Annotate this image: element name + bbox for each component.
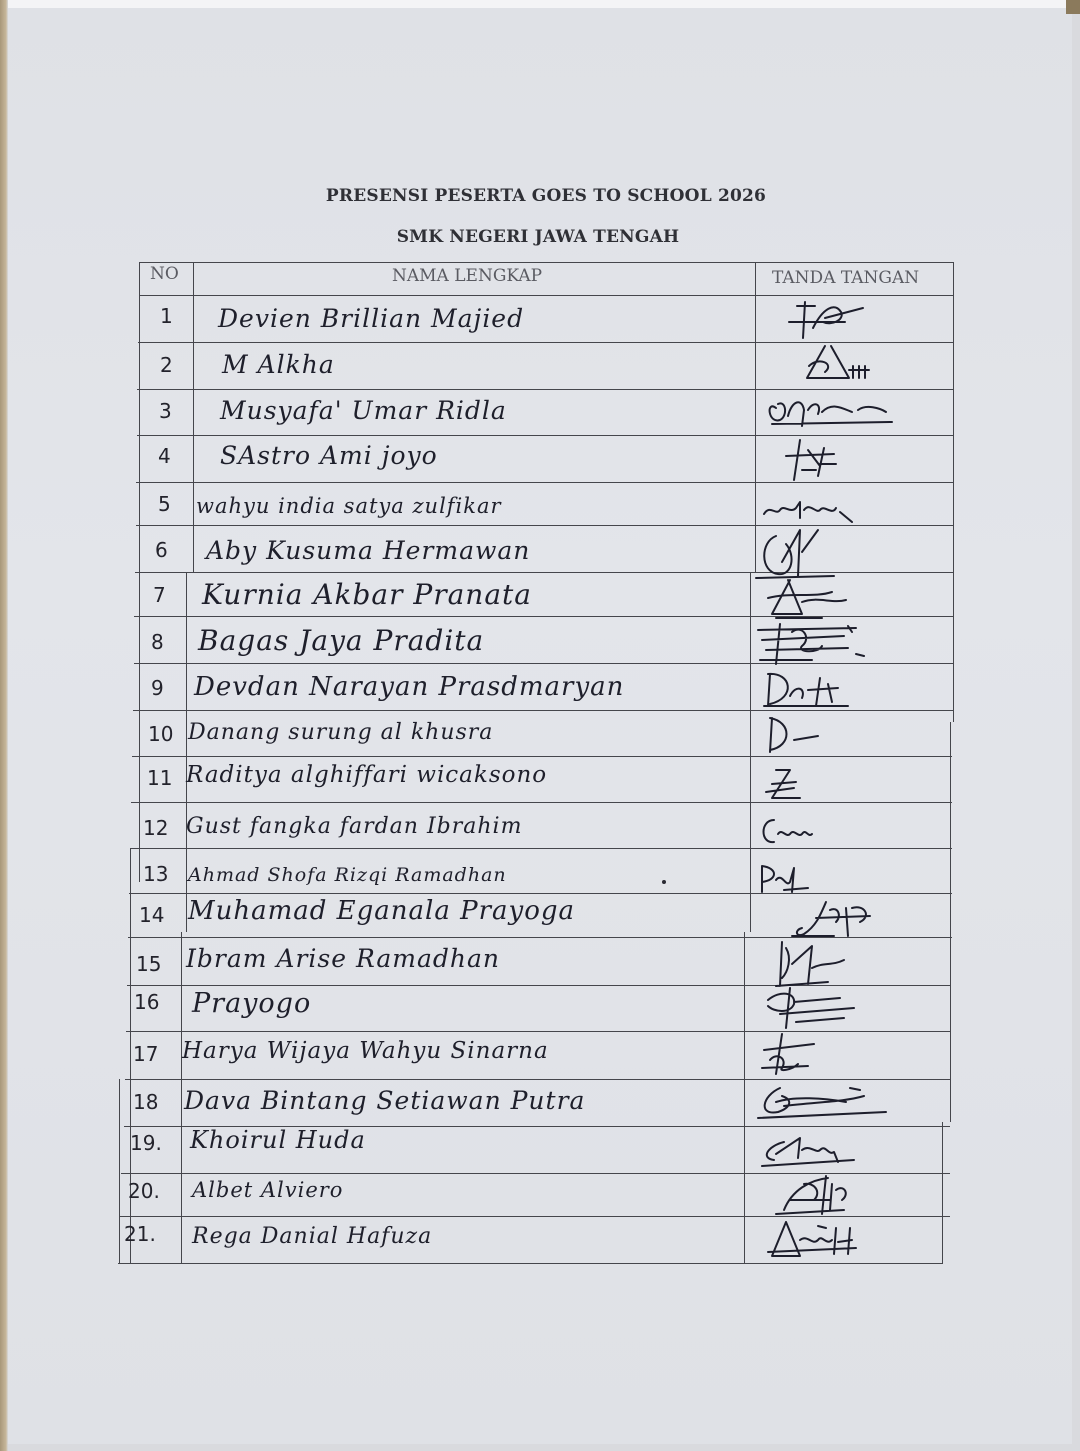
signature xyxy=(760,764,820,804)
participant-name: Raditya alghiffari wicaksono xyxy=(186,762,548,788)
row-number: 10 xyxy=(148,722,174,746)
signature xyxy=(754,1078,894,1128)
row-number: 6 xyxy=(155,538,168,562)
signature xyxy=(770,1170,860,1218)
table-rule xyxy=(750,572,751,932)
signature xyxy=(766,712,826,756)
participant-name: Ahmad Shofa Rizqi Ramadhan xyxy=(188,864,507,886)
row-number: 4 xyxy=(158,444,171,468)
table-rule xyxy=(132,756,952,757)
table-rule xyxy=(181,932,182,1263)
ink-dot xyxy=(662,880,666,884)
participant-name: SAstro Ami joyo xyxy=(220,441,438,470)
column-header-no: NO xyxy=(150,264,179,284)
table-rule xyxy=(186,572,187,932)
signature xyxy=(775,298,885,346)
signature xyxy=(754,1128,864,1172)
table-rule xyxy=(744,932,745,1263)
row-number: 3 xyxy=(159,399,172,423)
document-title: PRESENSI PESERTA GOES TO SCHOOL 2026 xyxy=(325,186,767,206)
signature xyxy=(795,340,885,386)
signature xyxy=(756,812,816,848)
signature xyxy=(790,896,880,944)
table-rule xyxy=(139,295,954,296)
row-number: 8 xyxy=(151,630,164,654)
row-number: 1 xyxy=(160,304,173,328)
row-number: 17 xyxy=(133,1042,159,1066)
participant-name: Bagas Jaya Pradita xyxy=(198,624,485,657)
participant-name: Prayogo xyxy=(192,988,312,1019)
participant-name: Rega Danial Hafuza xyxy=(192,1224,433,1249)
table-rule xyxy=(129,893,952,894)
participant-name: Ibram Arise Ramadhan xyxy=(186,944,500,973)
column-header-signature: TANDA TANGAN xyxy=(772,268,920,288)
row-number: 7 xyxy=(153,583,166,607)
participant-name: Musyafa' Umar Ridla xyxy=(220,396,507,425)
participant-name: Aby Kusuma Hermawan xyxy=(206,536,531,565)
table-rule xyxy=(139,262,954,263)
signature xyxy=(762,574,852,622)
participant-name: Harya Wijaya Wahyu Sinarna xyxy=(182,1038,549,1064)
table-rule xyxy=(130,848,952,849)
row-number: 18 xyxy=(133,1090,159,1114)
signature xyxy=(758,1030,828,1078)
participant-name: Muhamad Eganala Prayoga xyxy=(188,896,576,926)
row-number: 21. xyxy=(124,1222,156,1246)
row-number: 11 xyxy=(147,766,173,790)
row-number: 12 xyxy=(143,816,169,840)
participant-name: Danang surung al khusra xyxy=(188,720,494,745)
table-rule xyxy=(193,262,194,572)
participant-name: M Alkha xyxy=(222,350,335,379)
table-rule xyxy=(942,1122,943,1264)
participant-name: Khoirul Huda xyxy=(190,1126,366,1154)
table-rule xyxy=(950,722,951,1122)
table-rule xyxy=(953,262,954,722)
row-number: 13 xyxy=(143,862,169,886)
document-subtitle: SMK NEGERI JAWA TENGAH xyxy=(396,227,680,247)
row-number: 5 xyxy=(158,492,171,516)
row-number: 14 xyxy=(139,903,165,927)
participant-name: Devien Brillian Majied xyxy=(218,304,525,333)
participant-name: Dava Bintang Setiawan Putra xyxy=(184,1086,586,1115)
participant-name: Gust fangka fardan Ibrahim xyxy=(186,814,523,839)
row-number: 19. xyxy=(130,1131,162,1155)
signature xyxy=(764,1216,864,1264)
column-header-name: NAMA LENGKAP xyxy=(392,266,543,286)
participant-name: Albet Alviero xyxy=(192,1178,344,1202)
table-rule xyxy=(131,802,952,803)
row-number: 16 xyxy=(134,990,160,1014)
signature xyxy=(772,938,852,990)
signature xyxy=(760,984,860,1030)
row-number: 15 xyxy=(136,952,162,976)
table-rule xyxy=(133,710,953,711)
table-rule xyxy=(119,1079,120,1264)
row-number: 2 xyxy=(160,353,173,377)
signature xyxy=(762,390,902,432)
signature xyxy=(758,862,818,898)
participant-name: Devdan Narayan Prasdmaryan xyxy=(194,672,625,702)
table-rule xyxy=(139,262,140,882)
row-number: 9 xyxy=(151,676,164,700)
row-number: 20. xyxy=(128,1179,160,1203)
signature xyxy=(780,436,850,484)
signature xyxy=(762,666,852,710)
signature xyxy=(752,620,870,666)
participant-name: wahyu india satya zulfikar xyxy=(196,494,502,518)
participant-name: Kurnia Akbar Pranata xyxy=(202,578,532,611)
